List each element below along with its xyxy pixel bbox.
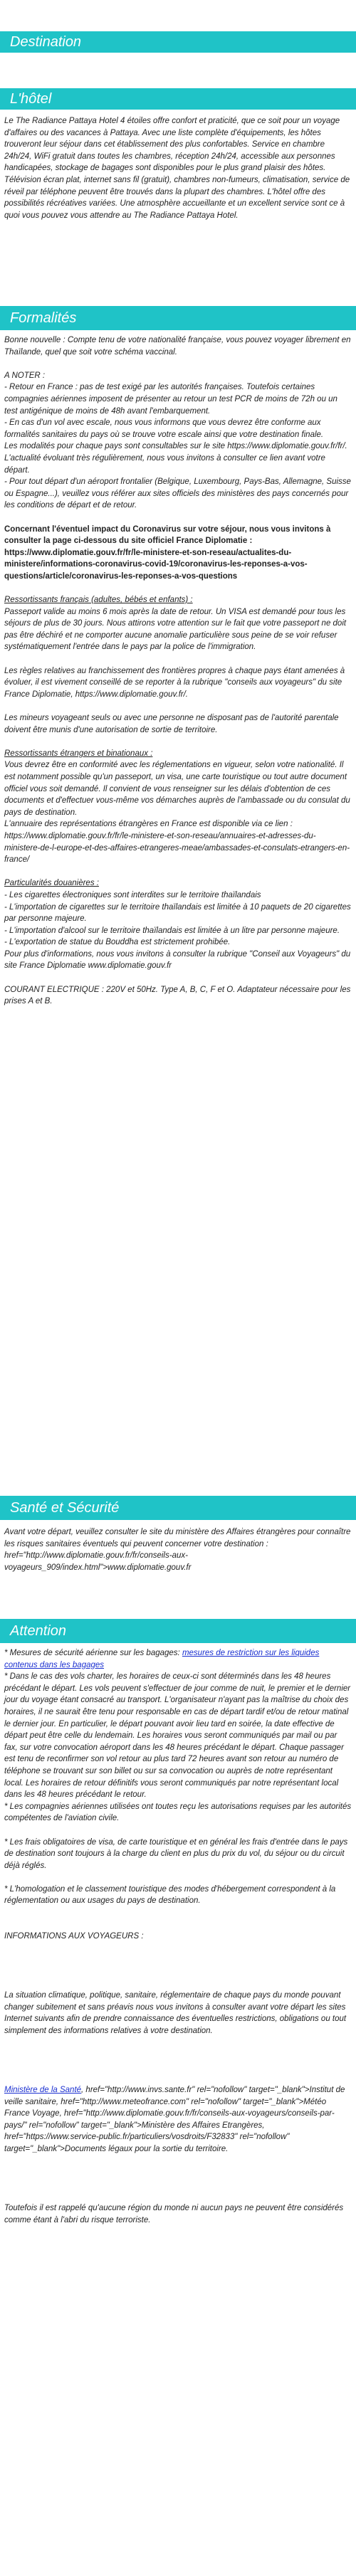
binationaux-text: Vous devrez être en conformité avec les réglementations en vigueur, selon votre nationalité. Il est notamment possible qu'un passeport, un visa, une carte touristique ou tout autre document officiel vous soit demandé. Il convient de vous renseigner sur les délais d'obtention de ces documents et d'effectuer vous-même vos démarches auprès de l'ambassade ou du consulat du pays de destination. (4, 761, 350, 817)
binationaux-title: Ressortissants étrangers et binationaux : (4, 749, 153, 758)
formalites-note: - Pour tout départ d'un aéroport frontalier (Belgique, Luxembourg, Pays-Bas, Allemagne, Suisse ou Espagne...), veuillez vous référer aux sites officiels des ministères des pays concernés pour les conditions de départ et de retour. (4, 477, 351, 510)
compagnies-text: * Les compagnies aériennes utilisées ont toutes reçu les autorisations requises par les autorités compétentes de l'aviation civile. (4, 1802, 352, 1823)
sante-text: Avant votre départ, veuillez consulter le site du ministère des Affaires étrangères pour connaître les risques sanitaires éventuels qui peuvent concerner votre destination : href="http://www.diplomatie.gouv.fr/fr/conseils-aux-voyageurs_909/index.html">www.diplomatie.gouv.fr (4, 1528, 351, 1572)
situation-text: La situation climatique, politique, sanitaire, réglementaire de chaque pays du monde pouvant changer subitement et sans préavis nous vous invitons à consulter avant votre départ les sites Internet suivants afin de prendre connaissance des éventuelles restrictions, obligations ou tout simplement des informations relatives à votre destination. (4, 1991, 347, 2035)
mesures-prefix: * Mesures de sécurité aérienne sur les bagages: (4, 1649, 182, 1657)
terrorisme-notice: Toutefois il est rappelé qu'aucune région du monde ni aucun pays ne peuvent être considérés comme étant à l'abri du risque terroriste. (4, 2203, 344, 2224)
mesures-securite (4, 1647, 352, 1671)
douane-item: - L'importation de cigarettes sur le territoire thaïlandais est limitée à 10 paquets de 20 cigarettes par personne majeure. (4, 902, 351, 924)
douane-item: - L'importation d'alcool sur le territoire thaïlandais est limitée à un litre par personne majeure. (4, 926, 340, 935)
covid-notice: Concernant l'éventuel impact du Coronavirus sur votre séjour, nous vous invitons à consulter la page ci-dessous du site officiel France Diplomatie : https://www.diplomatie.gouv.fr/fr/le-ministere-et-son-reseau/actualites-du-ministere/informations-coronavirus-covid-19/coronavirus-les-reponses-a-vos-questions/article/coronavirus-les-reponses-a-vos-questions (4, 524, 331, 581)
hotel-description (4, 115, 352, 221)
section-header-attention: Attention (0, 1619, 356, 1643)
douane-item: - Les cigarettes électroniques sont interdites sur le territoire thaïlandais (4, 890, 261, 899)
douane-item: Pour plus d'informations, nous vous invitons à consulter la rubrique "Conseil aux Voyageurs" du site France Diplomatie www.diplomatie.gouv.fr (4, 949, 351, 971)
liens-text: , href="http://www.invs.sante.fr" rel="nofollow" target="_blank">Institut de veille sanitaire, href="http://www.meteofrance.com" rel="nofollow" target="_blank">Météo France Voyage, href="http://www.diplomatie.gouv.fr/fr/conseils-aux-voyageurs/conseils-par-pays/" rel="nofollow" target="_blank">Ministère des Affaires Etrangères, href="https://www.service-public.fr/particuliers/vosdroits/F32833" rel="nofollow" target="_blank">Documents légaux pour la sortie du territoire. (4, 2085, 345, 2153)
annuaire-text: L'annuaire des représentations étrangères en France est disponible via ce lien : https://www.diplomatie.gouv.fr/fr/le-ministere-et-son-reseau/annuaires-et-adresses-du-ministere-de-l-europe-et-des-affaires-etrangeres-meae/ambassades-et-consulats-etrangers-en-france/ (4, 820, 350, 865)
attention-content (4, 1647, 352, 2226)
formalites-intro: Bonne nouvelle : Compte tenu de votre nationalité française, vous pouvez voyager librement en Thaïlande, quel que soit votre schéma vaccinal. (4, 336, 351, 357)
mineurs-text: Les mineurs voyageant seuls ou avec une personne ne disposant pas de l'autorité parentale doivent être munis d'une autorisation de sortie de territoire. (4, 714, 339, 734)
ressortissants-title: Ressortissants français (adultes, bébés et enfants) : (4, 596, 193, 605)
liens-utiles (4, 2084, 352, 2155)
formalites-note: - En cas d'un vol avec escale, nous vous informons que vous devrez être conforme aux formalités sanitaires du pays où se trouve votre escale ainsi que votre destination finale. (4, 418, 324, 439)
frais-text: * Les frais obligatoires de visa, de carte touristique et en général les frais d'entrée dans le pays de destination sont toujours à la charge du client en plus du prix du vol, du séjour ou du circuit déjà réglés. (4, 1837, 348, 1870)
douane-item: - L'exportation de statue du Bouddha est strictement prohibée. (4, 938, 231, 947)
formalites-note: Les modalités pour chaque pays sont consultables sur le site https://www.diplomatie.gouv.fr/fr/. L'actualité évoluant très régulièrement, nous vous invitons à consulter ce lien avant votre départ. (4, 442, 347, 475)
hotel-text: Le The Radiance Pattaya Hotel 4 étoiles offre confort et praticité, que ce soit pour un voyage d'affaires ou des vacances à Pattaya. Avec une liste complète d'équipements, les hôtes trouveront leur séjour dans cet établissement des plus confortables. Service en chambre 24h/24, WiFi gratuit dans toutes les chambres, réception 24h/24, accessible aux personnes handicapées, stockage de bagages sont disponibles pour le plus grand plaisir des hôtes. Télévision écran plat, internet sans fil (gratuit), chambres non-fumeurs, climatisation, service de réveil par téléphone peuvent être trouvés dans la plupart des chambres. L'hôtel offre des possibilités récréatives variées. Une atmosphère accueillante et un excellent service sont ce à quoi vous pouvez vous attendre au The Radiance Pattaya Hotel. (4, 117, 350, 220)
courant-electrique: COURANT ELECTRIQUE : 220V et 50Hz. Type A, B, C, F et O. Adaptateur nécessaire pour les prises A et B. (4, 985, 351, 1006)
horaires-text: * Dans le cas des vols charter, les horaires de ceux-ci sont déterminés dans les 48 heures précédant le départ. Les vols peuvent s'effectuer de jour comme de nuit, le premier et le dernier jour du voyage étant consacré au transport. L'organisateur n'ayant pas la maîtrise du choix des horaires, il ne saurait être tenu pour responsable en cas de départ tardif et/ou de retour matinal le dernier jour. En particulier, le départ pouvant avoir lieu tard en soirée, la date effective de départ peut être celle du lendemain. Les horaires vous seront communiqués par mail ou par fax, sur votre convocation aéroport dans les 48 heures précédant le départ. Chaque passager est tenu de reconfirmer son vol retour au plus tard 72 heures avant son retour au numéro de téléphone se trouvant sur son billet ou sur sa convocation ou auprès de notre représentant local. Les horaires de retour définitifs vous seront communiqués par notre représentant local dans les 48 heures précédant le retour. (4, 1672, 351, 1800)
sante-content (4, 1526, 352, 1573)
sante-ministere-link[interactable]: Ministère de la Santé (4, 2085, 82, 2094)
ressortissants-text: Passeport valide au moins 6 mois après la date de retour. Un VISA est demandé pour tous les séjours de plus de 30 jours. Nous attirons votre attention sur le fait que votre passeport ne doit pas être déchiré et ne comporter aucune anomalie particulière sous peine de se voir refuser systématiquement l'entrée dans le pays par la police de l'immigration. (4, 607, 347, 652)
section-header-formalites: Formalités (0, 306, 356, 330)
homologation-text: * L'homologation et le classement touristique des modes d'hébergement correspondent à la réglementation ou aux usages du pays de destination. (4, 1884, 336, 1906)
infos-voyageurs-title: INFORMATIONS AUX VOYAGEURS : (4, 1932, 144, 1941)
mesures-link[interactable]: mesures de restriction sur les liquides contenus dans les bagages (4, 1649, 320, 1669)
formalites-note-title: A NOTER : (4, 371, 46, 380)
section-header-hotel: L'hôtel (0, 88, 356, 110)
regles-text: Les règles relatives au franchissement des frontières propres à chaque pays étant amenées à évoluer, il est vivement conseillé de se reporter à la rubrique "conseils aux voyageurs" du site France Diplomatie, https://www.diplomatie.gouv.fr/. (4, 666, 345, 699)
douanieres-title: Particularités douanières : (4, 879, 99, 888)
section-header-sante: Santé et Sécurité (0, 1496, 356, 1520)
section-header-destination: Destination (0, 31, 356, 53)
formalites-content (4, 334, 352, 1008)
formalites-note: - Retour en France : pas de test exigé par les autorités françaises. Toutefois certaines compagnies aériennes imposent de présenter au retour un test PCR de moins de 72h ou un test antigénique de moins de 48h avant l'embarquement. (4, 383, 337, 416)
